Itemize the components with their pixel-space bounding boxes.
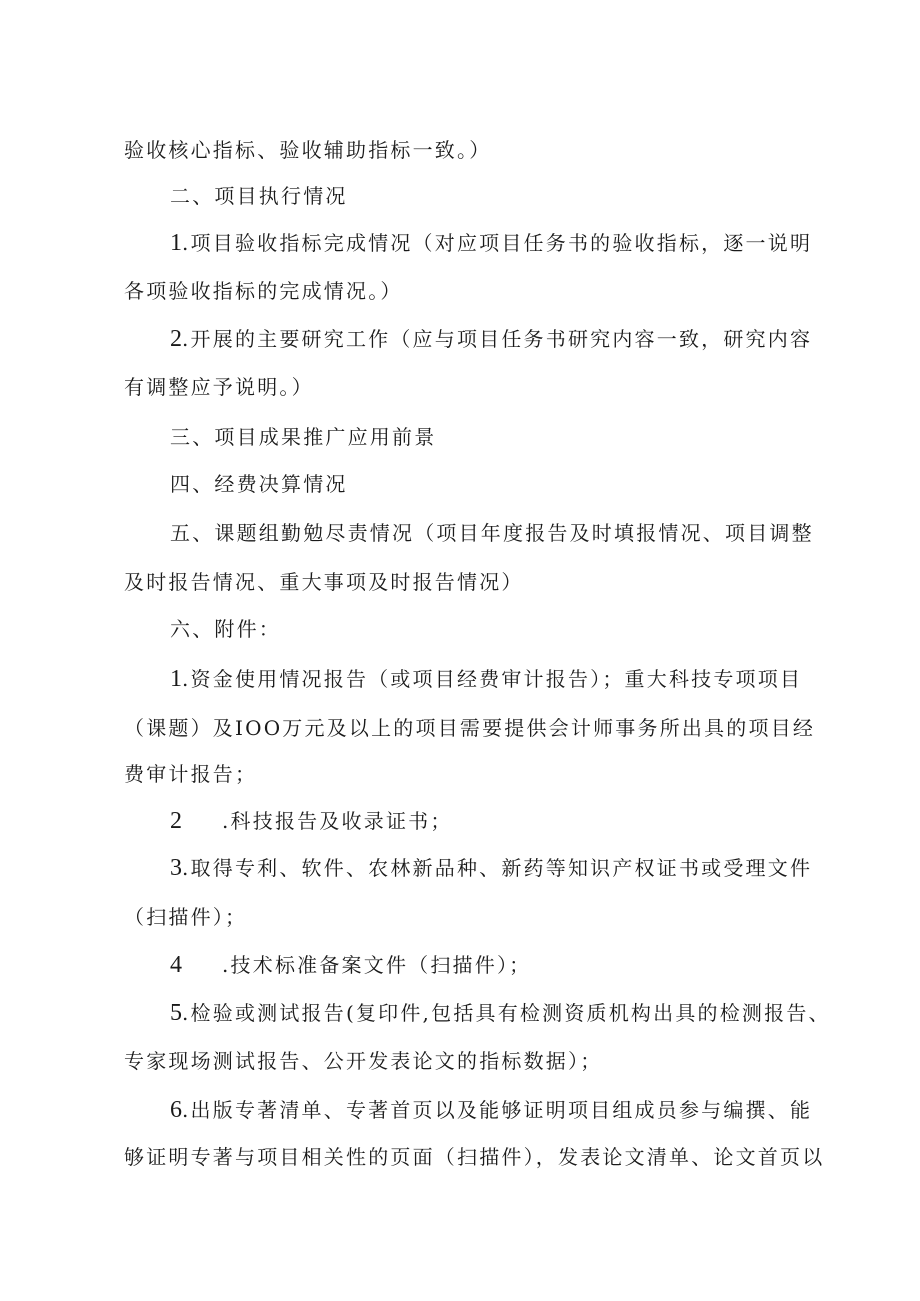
text-line bbox=[0, 135, 920, 165]
line-text: （课题）及IOO万元及以上的项目需要提供会计师事务所出具的项目经 bbox=[124, 716, 816, 740]
line-text: 五、课题组勤勉尽责情况（项目年度报告及时填报情况、项目调整 bbox=[170, 521, 814, 545]
item-number: 4 bbox=[170, 952, 182, 978]
line-text: 及时报告情况、重大事项及时报告情况） bbox=[124, 570, 524, 594]
text-line bbox=[0, 372, 920, 402]
line-text: .开展的主要研究工作（应与项目任务书研究内容一致，研究内容 bbox=[182, 327, 813, 351]
line-text: .取得专利、软件、农林新品种、新药等知识产权证书或受理文件 bbox=[182, 856, 813, 880]
line-text: 费审计报告； bbox=[124, 762, 258, 786]
line-text: 六、附件： bbox=[170, 617, 281, 641]
item-line bbox=[0, 853, 920, 883]
item-number: 1 bbox=[170, 230, 182, 256]
item-number: 3 bbox=[170, 855, 182, 881]
text-line bbox=[0, 759, 920, 789]
section-heading-promotion bbox=[0, 422, 920, 452]
item-line bbox=[0, 806, 920, 836]
line-text: .项目验收指标完成情况（对应项目任务书的验收指标，逐一说明 bbox=[182, 231, 813, 255]
line-text: 二、项目执行情况 bbox=[170, 184, 348, 208]
item-line bbox=[0, 950, 920, 980]
item-line bbox=[0, 664, 920, 694]
line-text: 四、经费决算情况 bbox=[170, 472, 348, 496]
line-text: 三、项目成果推广应用前景 bbox=[170, 425, 437, 449]
item-line bbox=[0, 228, 920, 258]
text-line bbox=[0, 1046, 920, 1076]
text-line bbox=[0, 567, 920, 597]
item-line bbox=[0, 998, 920, 1028]
line-text: .资金使用情况报告（或项目经费审计报告）；重大科技专项项目 bbox=[182, 667, 803, 691]
line-text: 各项验收指标的完成情况。） bbox=[124, 279, 403, 303]
line-text: 有调整应予说明。） bbox=[124, 375, 314, 399]
line-text: 专家现场测试报告、公开发表论文的指标数据）； bbox=[124, 1049, 603, 1073]
item-number: 2 bbox=[170, 808, 182, 834]
section-heading-budget bbox=[0, 469, 920, 499]
text-line bbox=[0, 713, 920, 743]
line-text: 够证明专著与项目相关性的页面（扫描件），发表论文清单、论文首页以 bbox=[124, 1145, 825, 1169]
item-line bbox=[0, 1095, 920, 1125]
item-number: 1 bbox=[170, 666, 182, 692]
item-number: 5 bbox=[170, 1000, 182, 1026]
text-line bbox=[0, 902, 920, 932]
line-text: .科技报告及收录证书； bbox=[222, 809, 453, 833]
section-heading-diligence bbox=[0, 518, 920, 548]
text-line bbox=[0, 1142, 920, 1172]
item-line bbox=[0, 324, 920, 354]
item-number: 6 bbox=[170, 1097, 182, 1123]
text-line bbox=[0, 276, 920, 306]
item-number: 2 bbox=[170, 326, 182, 352]
line-text: .技术标准备案文件（扫描件）； bbox=[222, 953, 532, 977]
line-text: （扫描件）； bbox=[124, 905, 248, 929]
line-text: .检验或测试报告(复印件,包括具有检测资质机构出具的检测报告、 bbox=[182, 1001, 831, 1025]
line-text: .出版专著清单、专著首页以及能够证明项目组成员参与编撰、能 bbox=[182, 1098, 813, 1122]
line-text: 验收核心指标、验收辅助指标一致。） bbox=[124, 138, 492, 162]
section-heading-execution bbox=[0, 181, 920, 211]
section-heading-attachments bbox=[0, 614, 920, 644]
